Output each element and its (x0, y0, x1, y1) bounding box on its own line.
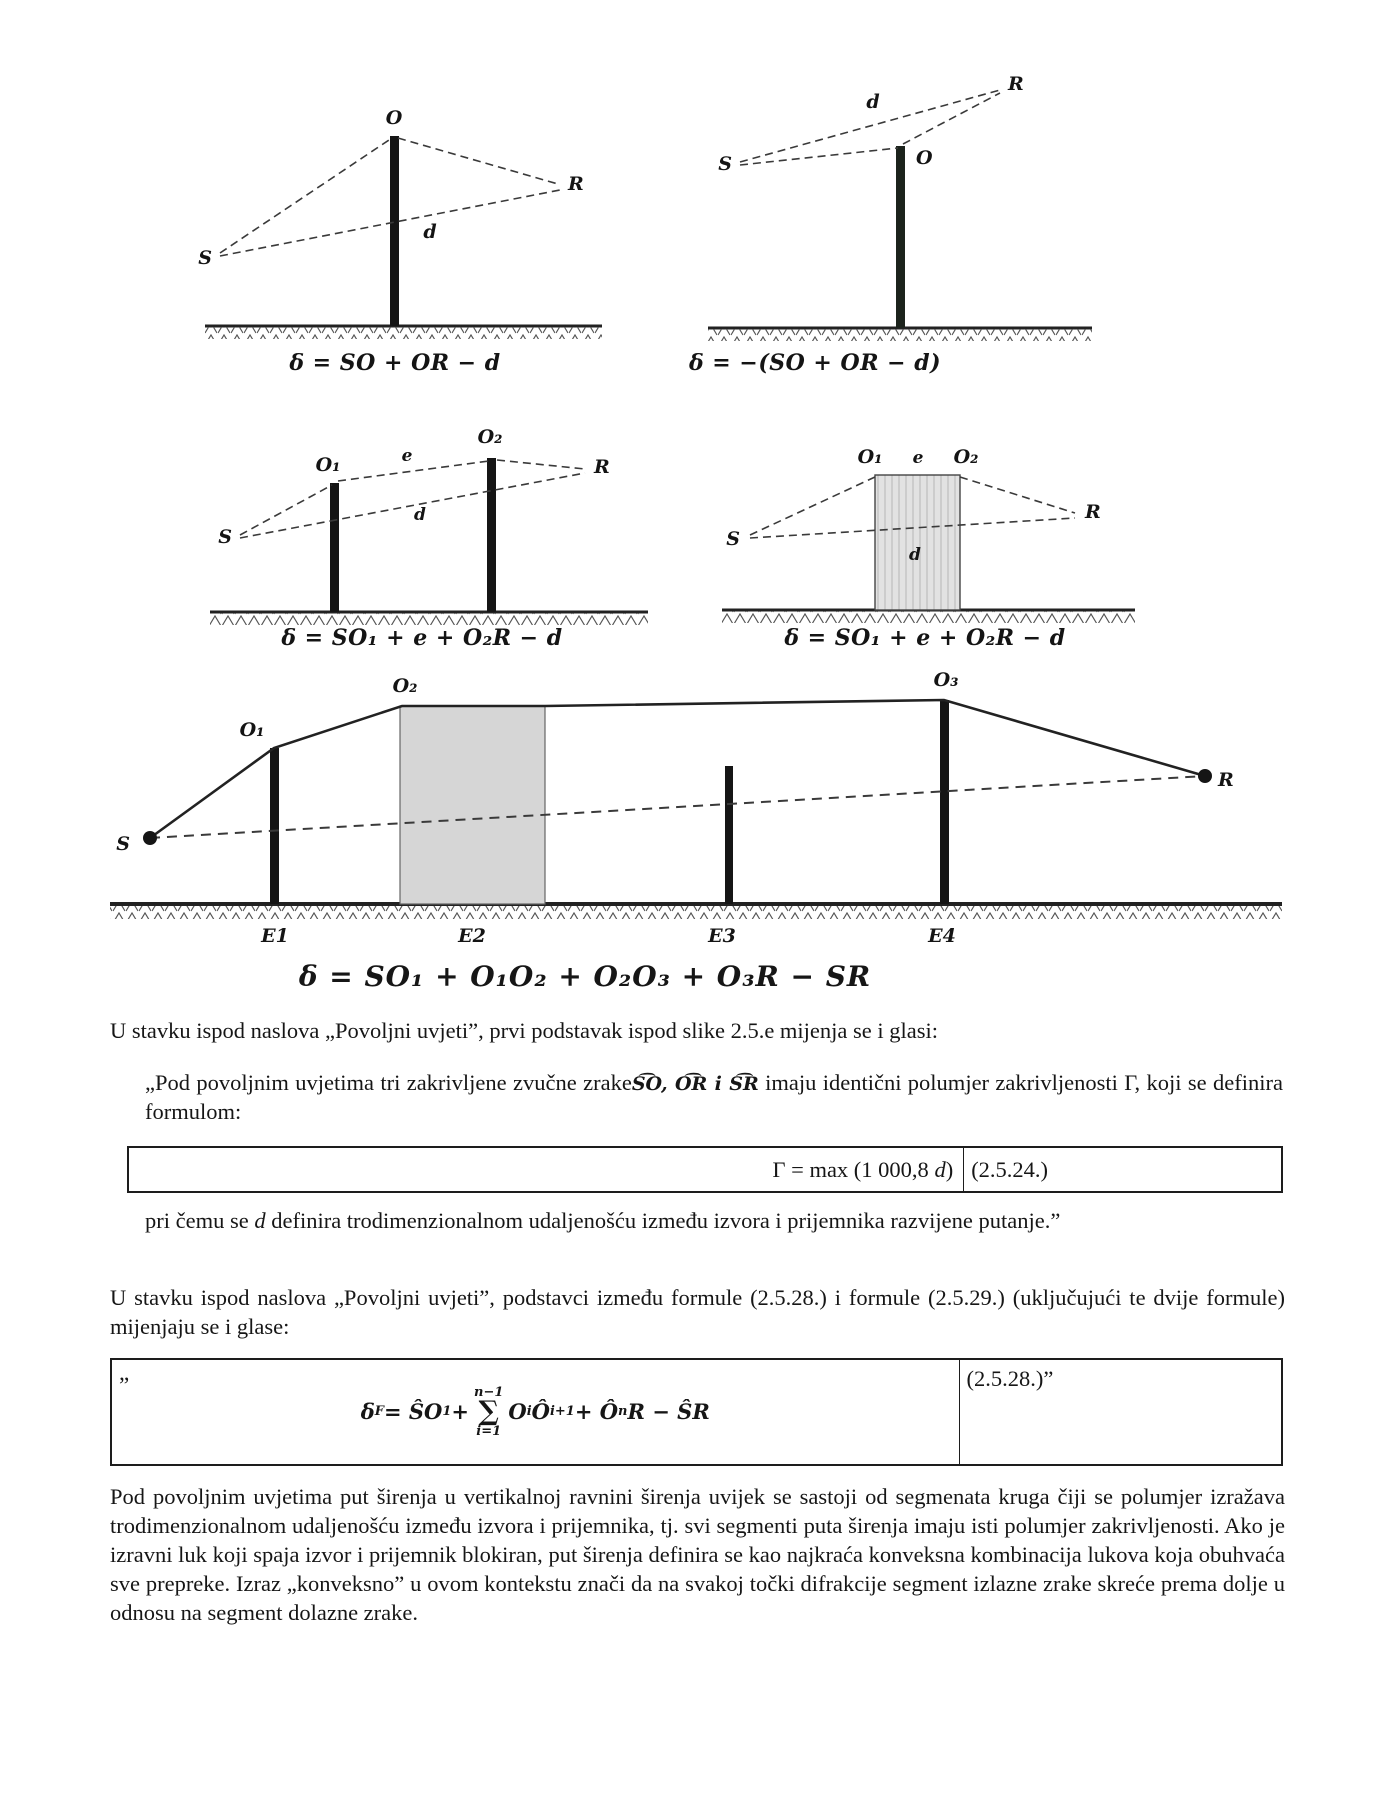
paragraph-d-definition-post: definira trodimenzionalnom udaljenošću između izvora i prijemnika razvijene putanje.” (265, 1208, 1061, 1233)
formula-ref-2524: (2.5.24.) (971, 1156, 1049, 1182)
receiver-dot (1198, 769, 1212, 783)
label-O1: O₁ (239, 719, 265, 741)
propagation-path (150, 700, 1205, 838)
deltaF-sub-i1: i+1 (549, 1404, 575, 1420)
formula-delta-2: δ = −(SO + OR − d) (688, 350, 942, 376)
label-e: e (401, 446, 413, 466)
barrier-E3 (725, 766, 733, 904)
label-R: R (1218, 769, 1234, 791)
deltaF-sub-1: 1 (442, 1404, 452, 1420)
paragraph-intro-favourable-2: U stavku ispod naslova „Povoljni uvjeti”, podstavci između formule (2.5.28.) i formule (2.5.29.) (uključujući te dvije formule) mijenjaju se i glase: (110, 1285, 1285, 1339)
formula-ref-2528: (2.5.28.)” (966, 1366, 1054, 1391)
ray-S-O1 (750, 477, 875, 535)
paragraph-d-definition-pre: pri čemu se (145, 1208, 255, 1233)
ray-O2-R (497, 460, 585, 469)
deltaF-sub-n: n (618, 1404, 628, 1420)
label-O1: O₁ (315, 454, 341, 476)
label-e: e (912, 448, 924, 468)
label-E2: E2 (458, 925, 486, 947)
ground-hatch (722, 611, 1135, 623)
label-O2: O₂ (477, 426, 503, 448)
label-O1: O₁ (857, 446, 883, 468)
main-path-difference-formula: δ = SO₁ + O₁O₂ + O₂O₃ + O₃R − SR (298, 960, 872, 993)
deltaF-plus-Ohat-n: + Ô (574, 1399, 619, 1425)
ground-hatch (205, 327, 602, 339)
gamma-formula (773, 1157, 954, 1183)
paragraph-d-definition (145, 1206, 1283, 1235)
label-R: R (594, 456, 610, 478)
summation-symbol (474, 1385, 503, 1439)
gamma-formula-post: ) (945, 1156, 954, 1182)
ray-O2-R (960, 477, 1075, 513)
deltaF-sub-i: i (526, 1404, 532, 1420)
label-O3: O₃ (933, 669, 959, 691)
delta-F-formula (361, 1385, 710, 1439)
label-E4: E4 (928, 925, 956, 947)
barrier-E1 (270, 748, 279, 904)
ground-hatch (708, 329, 1092, 341)
deltaF-Ohat: Ô (531, 1399, 550, 1425)
label-O: O (385, 107, 403, 129)
formula-box-2524-ref-cell (964, 1148, 1281, 1191)
label-O2: O₂ (953, 446, 979, 468)
deltaF-R-minus-SR: R − ŜR (627, 1399, 710, 1425)
curved-ray-symbols: S͡O, O͡R i S͡R (631, 1073, 759, 1095)
label-E3: E3 (708, 925, 736, 947)
diagram-wide-obstacle (630, 385, 1142, 653)
formula-box-2528-formula-cell (112, 1360, 960, 1464)
formula-delta-1: δ = SO + OR − d (289, 350, 501, 376)
open-quote-mark: „ (119, 1360, 130, 1385)
paragraph-intro-favourable-1: U stavku ispod naslova „Povoljni uvjeti”, prvi podstavak ispod slike 2.5.e mijenja se i glasi: (110, 1018, 939, 1043)
ray-S-O (220, 138, 392, 253)
barrier-E4 (940, 700, 949, 904)
formula-box-2524 (127, 1146, 1283, 1193)
label-d: d (423, 221, 437, 243)
label-O2: O₂ (392, 675, 418, 697)
gamma-formula-pre: Γ = max (1 000,8 (772, 1156, 935, 1182)
barrier (896, 146, 905, 328)
formula-box-2528-ref-cell (960, 1360, 1281, 1464)
ground-hatch (110, 906, 1282, 919)
paragraph-d-var: d (254, 1208, 266, 1233)
label-R: R (1008, 73, 1024, 95)
label-d: d (414, 505, 426, 525)
paragraph-favourable-conditions-body: Pod povoljnim uvjetima put širenja u vertikalnoj ravnini širenja uvijek se sastoji od segmenata kruga čiji se polumjer izražava trodimenzionalnom udaljenošću između izvora i prijemnika, tj. svi segmenti puta širenja imaju isti polumjer zakrivljenosti. Ako je izravni luk koji spaja izvor i prijemnik blokiran, put širenja definira se kao najkraća konveksna kombinacija lukova koja obuhvaća sve prepreke. Izraz „konveksno” u ovom kontekstu znači da na svakoj točki difrakcije segment izlazne zrake skreće prema dolje u odnosu na segment dolazne zrake. (110, 1484, 1285, 1625)
ray-S-R-direct (240, 473, 585, 538)
deltaF-Oi: O (508, 1399, 527, 1425)
summation-lower-limit: i=1 (476, 1424, 502, 1440)
diagram-two-barriers (170, 375, 655, 655)
ground-hatch (210, 613, 648, 625)
deltaF-sub-F: F (374, 1404, 384, 1420)
label-S: S (718, 153, 732, 175)
label-d: d (909, 545, 921, 565)
deltaF-plus: + (451, 1399, 469, 1425)
label-R: R (568, 173, 584, 195)
ray-S-O1 (240, 485, 332, 535)
label-R: R (1085, 501, 1101, 523)
diagram-multi-edge-path (100, 648, 1290, 948)
ray-O1-O2 (338, 461, 489, 481)
source-dot (143, 831, 157, 845)
gamma-formula-var-d: d (934, 1156, 946, 1182)
formula-delta-4: δ = SO₁ + e + O₂R − d (784, 625, 1066, 651)
label-E1: E1 (261, 925, 289, 947)
formula-box-2524-formula-cell (129, 1148, 964, 1191)
label-S: S (198, 247, 212, 269)
label-d: d (866, 91, 880, 113)
ray-S-R-direct (150, 776, 1205, 838)
label-S: S (726, 528, 740, 550)
paragraph-curved-rays-pre: „Pod povoljnim uvjetima tri zakrivljene zvučne zrake (145, 1070, 632, 1095)
barrier (390, 136, 399, 326)
ray-S-O (740, 148, 898, 165)
obstacle-block-texture (875, 475, 960, 610)
barrier-2 (487, 458, 496, 612)
summation-upper-limit: n−1 (474, 1384, 504, 1400)
paragraph-curved-rays-post: imaju identični polumjer zakrivljenosti Γ, koji se definira formulom: (145, 1070, 1283, 1124)
sigma-icon: ∑ (478, 1395, 499, 1427)
label-S: S (218, 526, 232, 548)
diagram-single-barrier-positive (140, 58, 660, 380)
label-O: O (916, 147, 933, 169)
formula-box-2528 (110, 1358, 1283, 1466)
paragraph-curved-rays (145, 1068, 1283, 1126)
building-E2 (400, 706, 545, 904)
label-S: S (116, 833, 130, 855)
ray-O-R (903, 93, 1000, 144)
formula-delta-3: δ = SO₁ + e + O₂R − d (281, 625, 563, 651)
barrier-1 (330, 483, 339, 612)
deltaF-SO: = ŜO (383, 1399, 443, 1425)
diagram-single-barrier-negative (640, 48, 1160, 380)
deltaF-delta: δ (360, 1399, 375, 1425)
ray-O-R (398, 138, 558, 184)
